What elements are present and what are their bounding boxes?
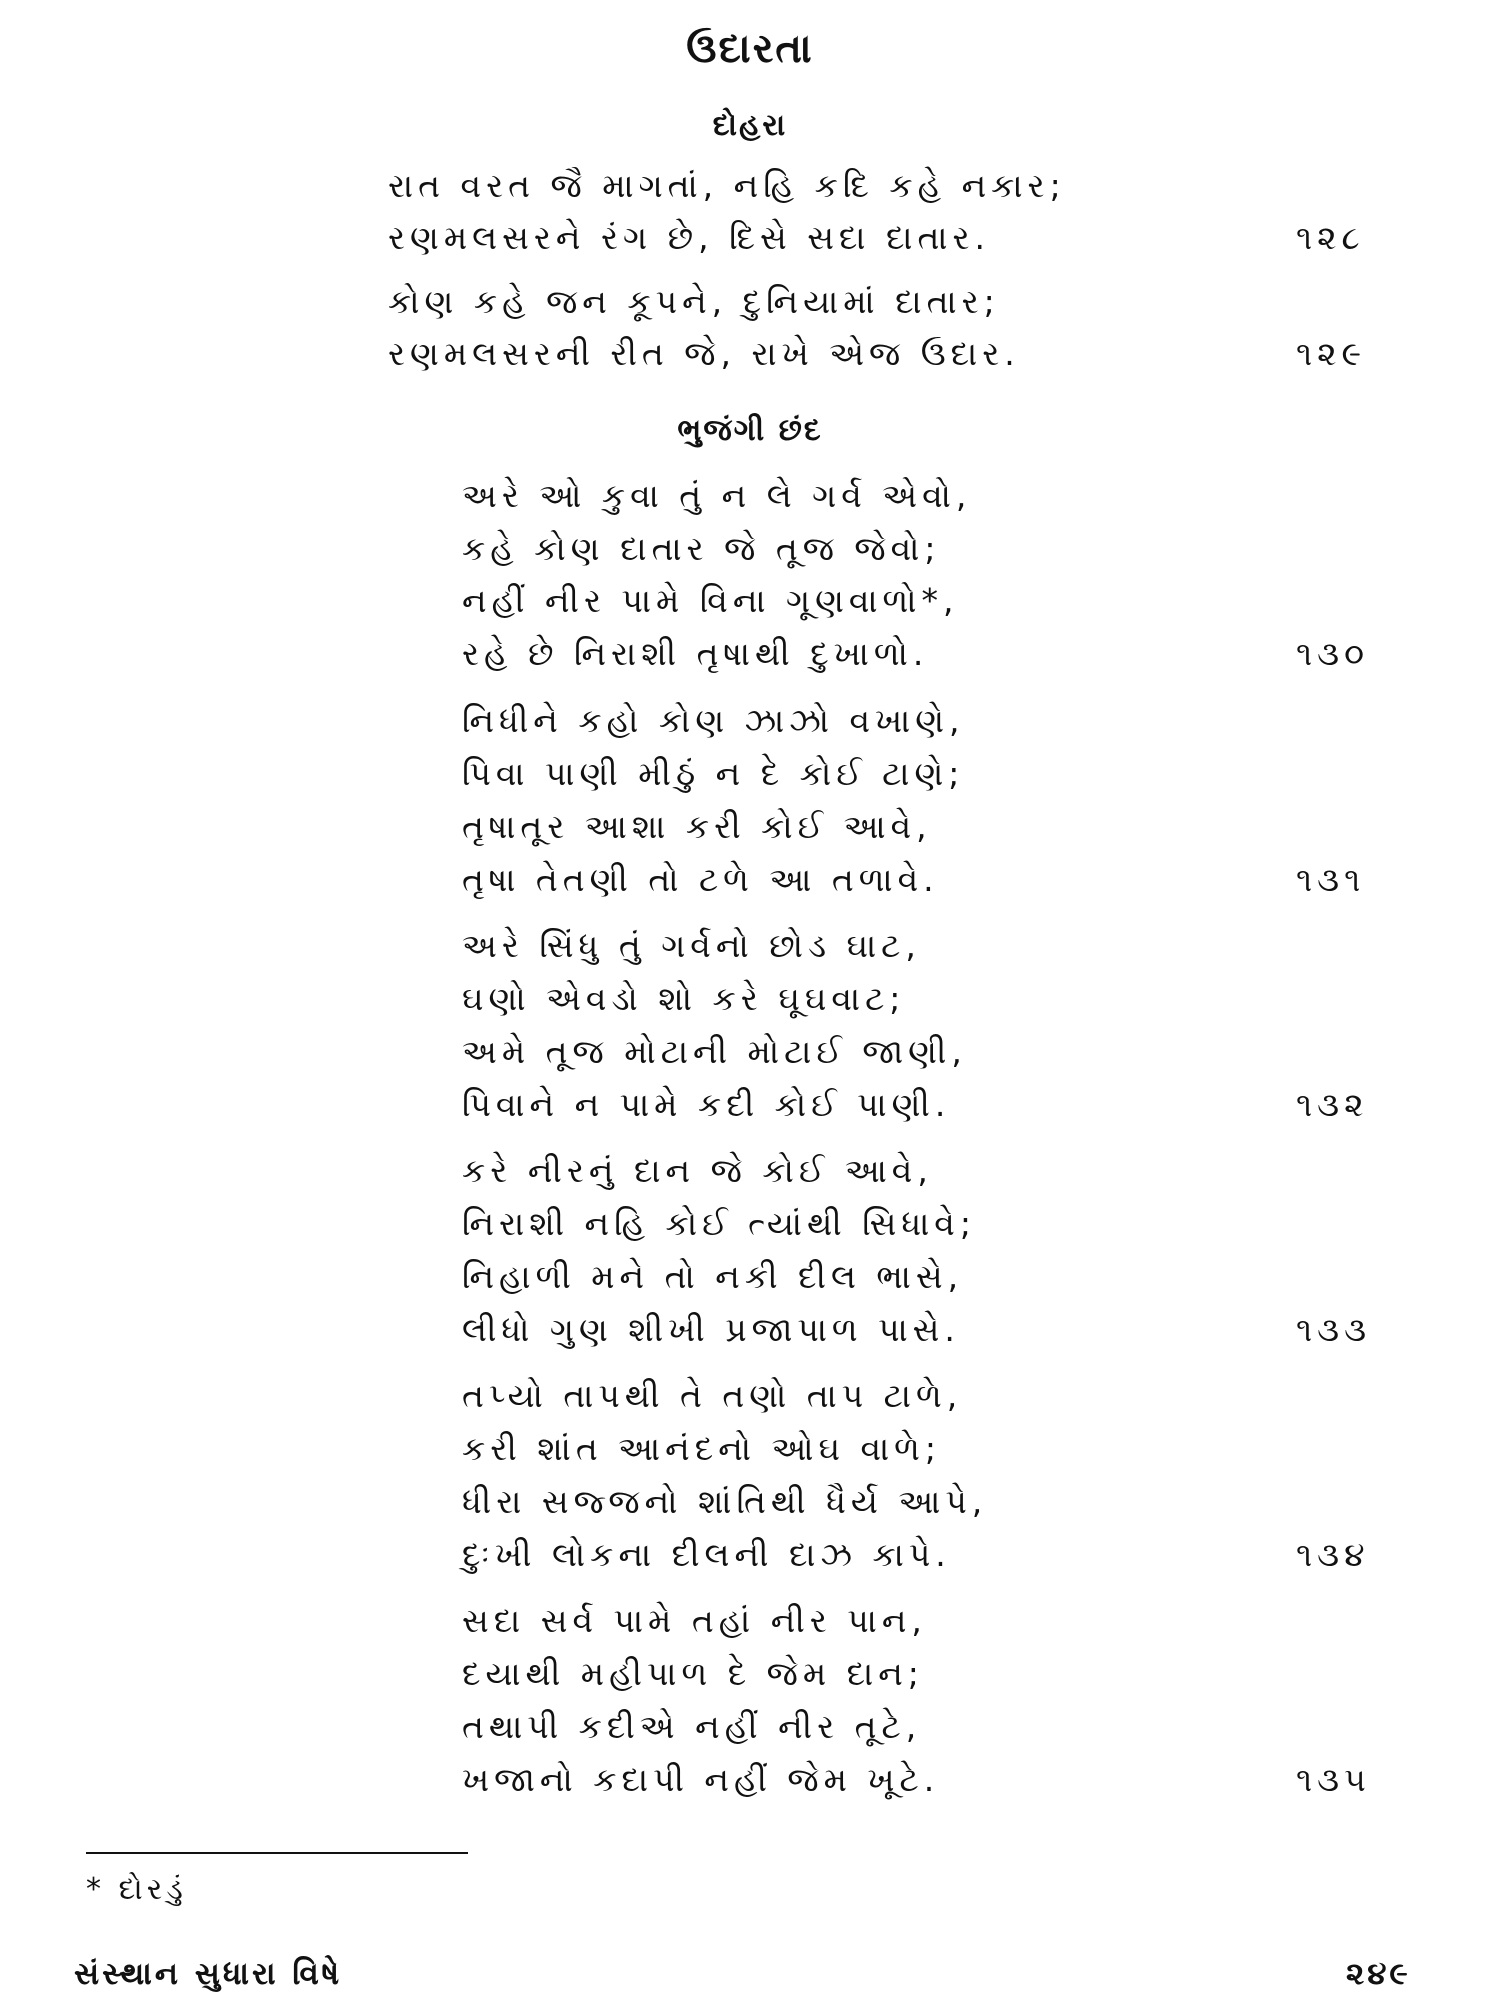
- verse-line: નિધીને કહો કોણ ઝાઝો વખાણે,: [462, 701, 965, 740]
- verse-line: પિવા પાણી મીઠું ન દે કોઈ ટાણે;: [462, 754, 965, 793]
- verse-line: દુઃખી લોકના દીલની દાઝ કાપે.: [462, 1535, 951, 1574]
- verse-line: અરે ઓ કુવા તું ન લે ગર્વ એવો,: [462, 476, 972, 515]
- verse-line: કરે નીરનું દાન જે કોઈ આવે,: [462, 1151, 933, 1190]
- verse-line: રણમલસરને રંગ છે, દિસે સદા દાતાર.: [388, 218, 991, 257]
- verse-line: રણમલસરની રીત જે, રાખે એજ ઉદાર.: [388, 334, 1020, 373]
- verse-number: ૧૨૮: [1296, 218, 1365, 257]
- verse-line: નિહાળી મને તો નકી દીલ ભાસે,: [462, 1257, 964, 1296]
- verse-number: ૧૩૩: [1296, 1310, 1372, 1349]
- verse-line: તૃષાતૂર આશા કરી કોઈ આવે,: [462, 807, 932, 846]
- verse-number: ૧૩૦: [1296, 634, 1370, 673]
- footnote: * દોરડું: [86, 1872, 187, 1907]
- verse-line: ઘણો એવડો શો કરે ઘૂઘવાટ;: [462, 979, 906, 1018]
- verse-line: તથાપી કદીએ નહીં નીર તૂટે,: [462, 1707, 922, 1746]
- page-title: ઉદારતા: [686, 26, 814, 72]
- verse-line: રહે છે નિરાશી તૃષાથી દુખાળો.: [462, 634, 929, 673]
- verse-number: ૧૩૫: [1296, 1760, 1371, 1799]
- verse-number: ૧૩૪: [1296, 1535, 1370, 1574]
- verse-number: ૧૨૯: [1296, 334, 1367, 373]
- section-heading-doha: દોહરા: [712, 108, 788, 143]
- running-footer: સંસ્થાન સુધારા વિષે: [74, 1956, 343, 1992]
- verse-line: અરે સિંધુ તું ગર્વનો છોડ ઘાટ,: [462, 926, 921, 965]
- verse-line: દયાથી મહીપાળ દે જેમ દાન;: [462, 1654, 924, 1693]
- verse-line: કહે કોણ દાતાર જે તૂજ જેવો;: [462, 529, 941, 568]
- verse-line: અમે તૂજ મોટાની મોટાઈ જાણી,: [462, 1032, 967, 1071]
- verse-line: કરી શાંત આનંદનો ઓઘ વાળે;: [462, 1429, 942, 1468]
- footnote-rule: [86, 1852, 468, 1854]
- verse-number: ૧૩૨: [1296, 1085, 1369, 1124]
- section-heading-bhujangi: ભુજંગી છંદ: [677, 413, 823, 448]
- verse-line: તપ્યો તાપથી તે તણો તાપ ટાળે,: [462, 1376, 963, 1415]
- page-number: ૨૪૯: [1346, 1956, 1411, 1992]
- verse-line: નહીં નીર પામે વિના ગૂણવાળો*,: [462, 581, 959, 620]
- verse-line: ધીરા સજ્જનો શાંતિથી ધૈર્ય આપે,: [462, 1482, 988, 1521]
- verse-line: તૃષા તેતણી તો ટળે આ તળાવે.: [462, 860, 939, 899]
- verse-line: ખજાનો કદાપી નહીં જેમ ખૂટે.: [462, 1760, 940, 1799]
- verse-line: પિવાને ન પામે કદી કોઈ પાણી.: [462, 1085, 951, 1124]
- verse-number: ૧૩૧: [1296, 860, 1366, 899]
- verse-line: રાત વરત જૈ માગતાં, નહિ કદિ કહે નકાર;: [388, 166, 1066, 205]
- verse-line: કોણ કહે જન કૂપને, દુનિયામાં દાતાર;: [388, 282, 1000, 321]
- verse-line: લીધો ગુણ શીખી પ્રજાપાળ પાસે.: [462, 1310, 960, 1349]
- verse-line: નિરાશી નહિ કોઈ ત્યાંથી સિધાવે;: [462, 1204, 976, 1243]
- verse-line: સદા સર્વ પામે તહાં નીર પાન,: [462, 1601, 927, 1640]
